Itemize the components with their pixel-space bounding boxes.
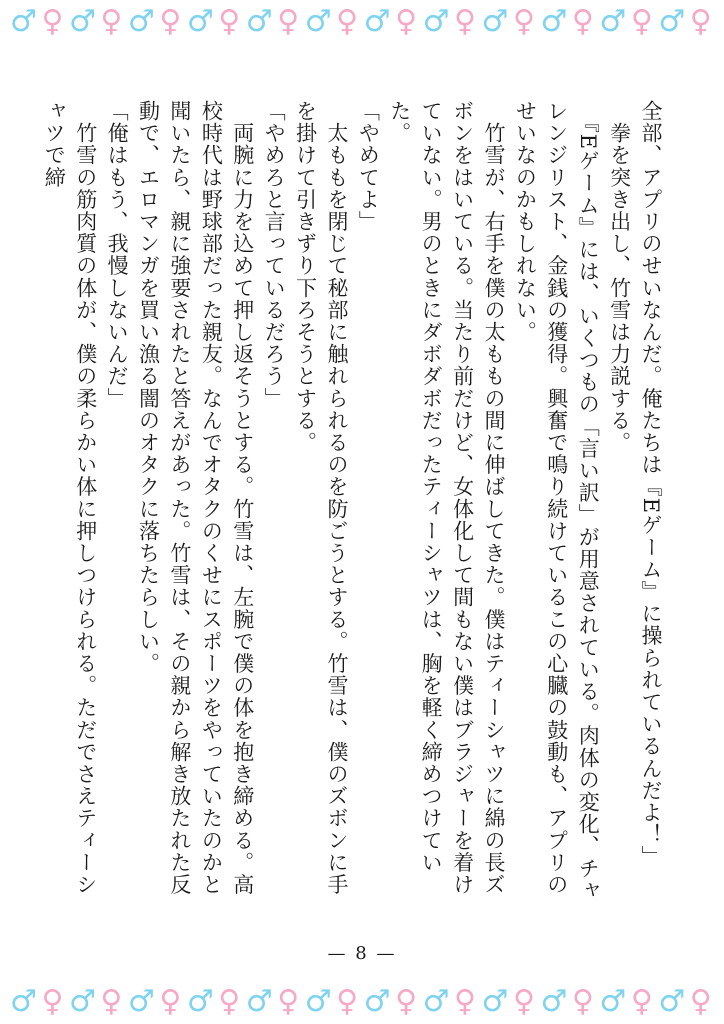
male-symbol-icon: ♂ [68, 984, 96, 1019]
male-symbol-icon: ♂ [658, 4, 686, 39]
paragraph: 竹雪の筋肉質の体が、僕の柔らかい体に押しつけられる。ただでさえティーシャツで締 [42, 100, 98, 896]
female-symbol-icon: ♀ [512, 4, 535, 39]
male-symbol-icon: ♂ [481, 984, 509, 1019]
female-symbol-icon: ♀ [159, 984, 182, 1019]
female-symbol-icon: ♀ [689, 4, 712, 39]
paragraph: 「やめてよ」 [356, 100, 381, 233]
female-symbol-icon: ♀ [100, 984, 123, 1019]
male-symbol-icon: ♂ [481, 4, 509, 39]
male-symbol-icon: ♂ [363, 984, 391, 1019]
male-symbol-icon: ♂ [363, 4, 391, 39]
paragraph: 「やめろと言っているだろう」 [262, 100, 287, 410]
paragraph: 全部、アプリのせいなんだ。俺たちは『Eゲーム』に操られているんだよ！」 [639, 100, 663, 868]
female-symbol-icon: ♀ [218, 984, 241, 1019]
top-gender-symbol-border [0, 2, 724, 42]
female-symbol-icon: ♀ [512, 984, 535, 1019]
male-symbol-icon: ♂ [10, 4, 37, 39]
female-symbol-icon: ♀ [571, 4, 594, 39]
male-symbol-icon: ♂ [245, 984, 273, 1019]
male-symbol-icon: ♂ [186, 984, 214, 1019]
female-symbol-icon: ♀ [395, 984, 418, 1019]
male-symbol-icon: ♂ [599, 4, 627, 39]
male-symbol-icon: ♂ [186, 4, 214, 39]
female-symbol-icon: ♀ [277, 4, 300, 39]
male-symbol-icon: ♂ [540, 984, 568, 1019]
female-symbol-icon: ♀ [100, 4, 123, 39]
female-symbol-icon: ♀ [41, 984, 64, 1019]
female-symbol-icon: ♀ [218, 4, 241, 39]
female-symbol-icon: ♀ [336, 4, 359, 39]
male-symbol-icon: ♂ [658, 984, 686, 1019]
male-symbol-icon: ♂ [304, 984, 332, 1019]
male-symbol-icon: ♂ [127, 4, 155, 39]
male-symbol-icon: ♂ [304, 4, 332, 39]
male-symbol-icon: ♂ [68, 4, 96, 39]
bottom-gender-symbol-border [0, 982, 724, 1022]
male-symbol-icon: ♂ [127, 984, 155, 1019]
female-symbol-icon: ♀ [277, 984, 300, 1019]
female-symbol-icon: ♀ [454, 4, 477, 39]
female-symbol-icon: ♀ [159, 4, 182, 39]
paragraph: 竹雪が、右手を僕の太ももの間に伸ばしてきた。僕はティーシャツに綿の長ズボンをはいている。当たり前だけど、女体化して間もない僕はブラジャーを着けていない。男のときにダボダボだったティーシャツは、胸を軽く締めつけていた。 [387, 100, 506, 896]
paragraph: 太ももを閉じて秘部に触れられるのを防ごうとする。竹雪は、僕のズボンに手を掛けて引きずり下ろそうとする。 [293, 100, 349, 896]
female-symbol-icon: ♀ [630, 4, 653, 39]
paragraph: 「俺はもう、我慢しないんだ」 [105, 100, 130, 410]
female-symbol-icon: ♀ [454, 984, 477, 1019]
novel-body-text [38, 100, 666, 908]
male-symbol-icon: ♂ [245, 4, 273, 39]
paragraph: 拳を突き出し、竹雪は力説する。 [607, 100, 632, 454]
paragraph: 『Eゲーム』には、いくつもの「言い訳」が用意されている。肉体の変化、チャレンジリスト、金銭の獲得。興奮で鳴り続けているこの心臓の鼓動も、アプリのせいなのかもしれない。 [513, 100, 601, 902]
female-symbol-icon: ♀ [571, 984, 594, 1019]
male-symbol-icon: ♂ [10, 984, 37, 1019]
female-symbol-icon: ♀ [689, 984, 712, 1019]
female-symbol-icon: ♀ [630, 984, 653, 1019]
male-symbol-icon: ♂ [540, 4, 568, 39]
female-symbol-icon: ♀ [336, 984, 359, 1019]
female-symbol-icon: ♀ [395, 4, 418, 39]
page-number: — 8 — [327, 943, 397, 964]
male-symbol-icon: ♂ [422, 4, 450, 39]
male-symbol-icon: ♂ [422, 984, 450, 1019]
male-symbol-icon: ♂ [599, 984, 627, 1019]
paragraph: 両腕に力を込めて押し返そうとする。竹雪は、左腕で僕の体を抱き締める。高校時代は野球部だった親友。なんでオタクのくせにスポーツをやっていたのかと聞いたら、親に強要されたと答えがあった。竹雪は、その親から解き放たれた反動で、エロマンガを買い漁る闇のオタクに落ちたらしい。 [136, 100, 255, 896]
female-symbol-icon: ♀ [41, 4, 64, 39]
